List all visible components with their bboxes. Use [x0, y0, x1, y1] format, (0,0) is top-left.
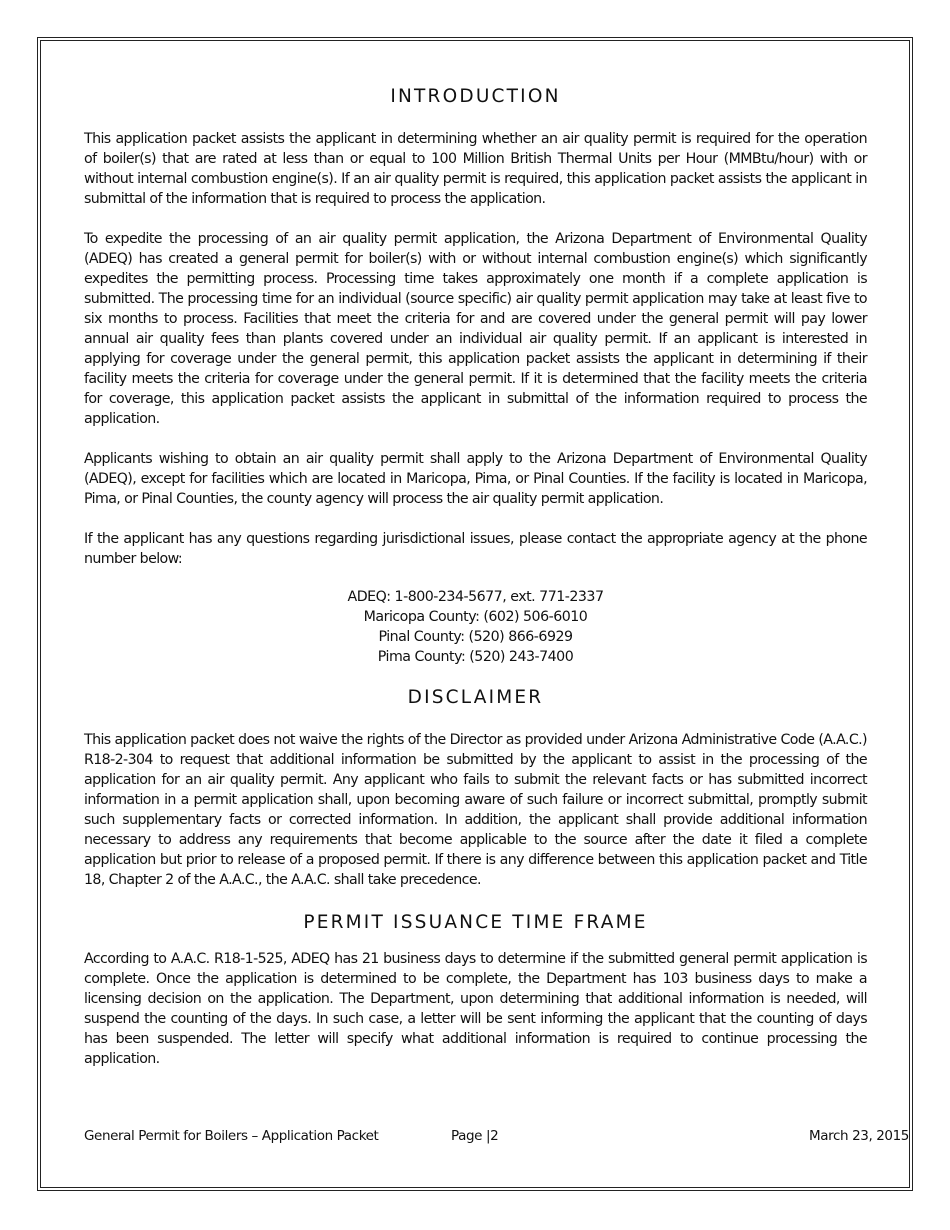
introduction-paragraph: This application packet assists the applicant in determining whether an air quality permit is required for the operation of boiler(s) that are rated at less than or equal to 100 Million British Thermal Units per Hour (MMBtu/hour) with or without internal combustion engine(s). If an air quality permit is required, this application packet assists the applicant in submittal of the information that is required to process the application. [84, 131, 867, 207]
permit-time-frame-paragraph: According to A.A.C. R18-1-525, ADEQ has 21 business days to determine if the submitted general permit application is complete. Once the application is determined to be complete, the Department has 103 business days to make a licensing decision on the application. The Department, upon determining that additional information is needed, will suspend the counting of the days. In such case, a letter will be sent informing the applicant that the counting of days has been suspended. The letter will specify what additional information is required to continue processing the application. [84, 951, 867, 1067]
disclaimer-heading: DISCLAIMER [407, 687, 544, 708]
footer-page-number: Page |2 [451, 1128, 499, 1144]
permit-time-frame-heading: PERMIT ISSUANCE TIME FRAME [303, 912, 648, 933]
agency-contact-list [84, 587, 867, 667]
footer-date: March 23, 2015 [809, 1128, 909, 1144]
contact-pima: Pima County: (520) 243-7400 [377, 649, 574, 665]
contact-maricopa: Maricopa County: (602) 506-6010 [363, 609, 588, 625]
introduction-paragraph: If the applicant has any questions regarding jurisdictional issues, please contact the appropriate agency at the phone number below: [84, 531, 867, 567]
disclaimer-paragraph: This application packet does not waive the rights of the Director as provided under Arizona Administrative Code (A.A.C.) R18-2-304 to request that additional information be submitted by the applicant to assist in the processing of the application for an air quality permit. Any applicant who fails to submit the relevant facts or has submitted incorrect information in a permit application shall, upon becoming aware of such failure or incorrect submittal, promptly submit such supplementary facts or corrected information. In addition, the applicant shall provide additional information necessary to address any requirements that become applicable to the source after the date it filed a complete application but prior to release of a proposed permit. If there is any difference between this application packet and Title 18, Chapter 2 of the A.A.C., the A.A.C. shall take precedence. [84, 732, 867, 888]
document-body [84, 84, 867, 1069]
contact-adeq: ADEQ: 1-800-234-5677, ext. 771-2337 [347, 589, 604, 605]
introduction-heading: INTRODUCTION [390, 86, 561, 107]
footer-document-title: General Permit for Boilers – Application Packet [84, 1128, 379, 1144]
introduction-paragraph: To expedite the processing of an air quality permit application, the Arizona Department of Environmental Quality (ADEQ) has created a general permit for boiler(s) with or without internal combustion engine(s) which significantly expedites the permitting process. Processing time takes approximately one month if a complete application is submitted. The processing time for an individual (source specific) air quality permit application may take at least five to six months to process. Facilities that meet the criteria for and are covered under the general permit will pay lower annual air quality fees than plants covered under an individual air quality permit. If an applicant is interested in applying for coverage under the general permit, this application packet assists the applicant in determining if their facility meets the criteria for coverage under the general permit. If it is determined that the facility meets the criteria for coverage, this application packet assists the applicant in submittal of the information required to process the application. [84, 231, 867, 427]
contact-pinal: Pinal County: (520) 866-6929 [378, 629, 573, 645]
introduction-paragraph: Applicants wishing to obtain an air quality permit shall apply to the Arizona Department of Environmental Quality (ADEQ), except for facilities which are located in Maricopa, Pima, or Pinal Counties. If the facility is located in Maricopa, Pima, or Pinal Counties, the county agency will process the air quality permit application. [84, 451, 867, 507]
